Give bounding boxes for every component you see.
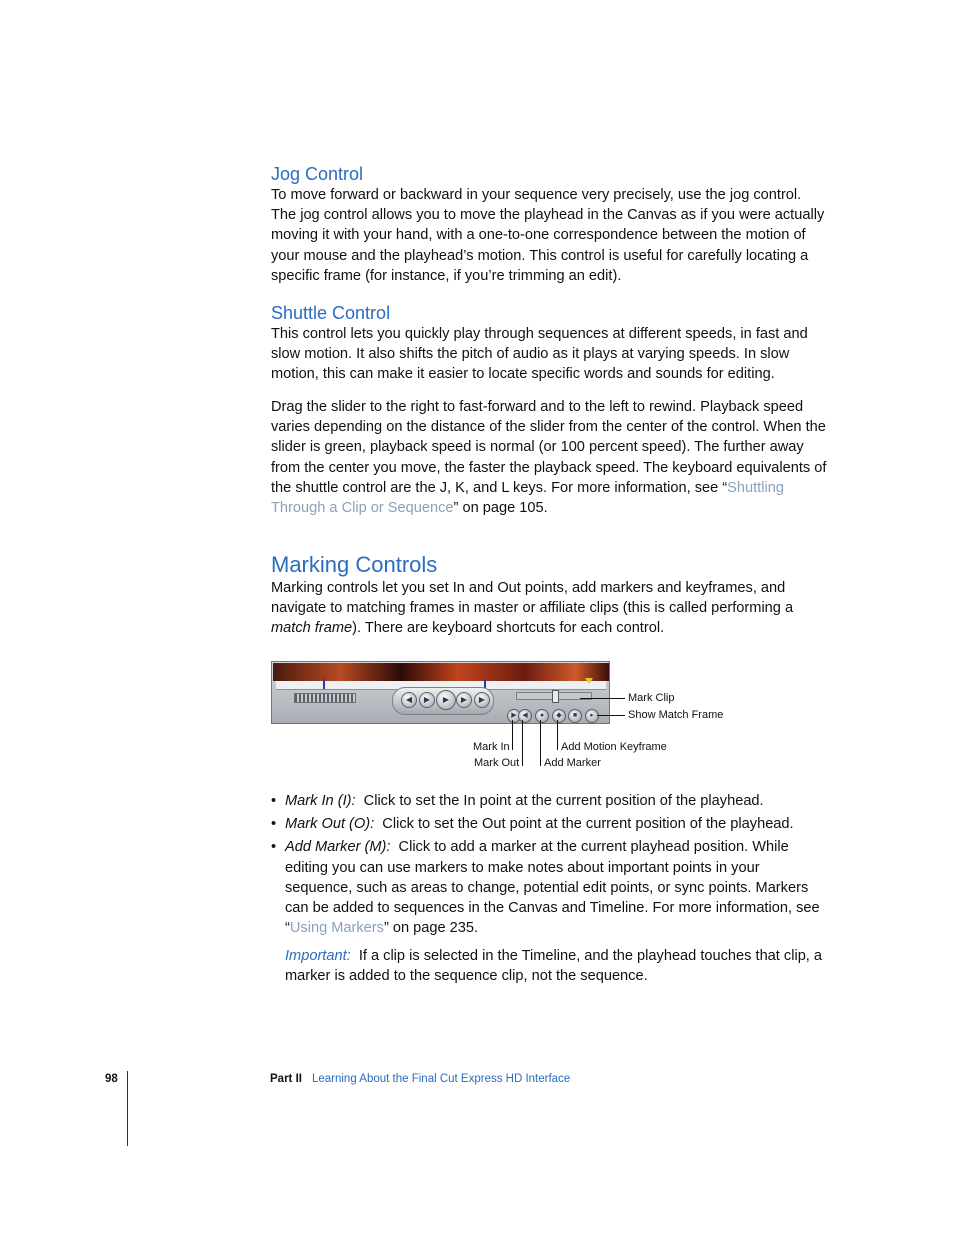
shuttle-body-text-end: ” on page 105. — [453, 500, 548, 517]
shuttle-slider-knob[interactable] — [552, 690, 559, 703]
playhead-icon[interactable] — [585, 678, 593, 684]
marking-controls-intro — [271, 578, 827, 639]
footer-part-info — [270, 1073, 570, 1085]
marking-controls-figure — [271, 661, 731, 776]
play-around-button[interactable]: ▶ — [456, 692, 472, 708]
marking-controls-heading: Marking Controls — [271, 552, 438, 577]
bullet-term: Mark Out (O): — [285, 816, 375, 833]
page-number: 98 — [105, 1073, 118, 1085]
canvas-controls-panel — [271, 661, 610, 724]
footer-part-title[interactable]: Learning About the Final Cut Express HD Interface — [311, 1073, 571, 1085]
bullet-text: Click to add a marker at the current playhead position. While editing you can use markers to make notes about important points in your sequence, such as areas to change, potential edit points, or sync points. Markers can be added to sequences in the Canvas and Timeline. For more information, see “ — [285, 839, 820, 937]
shuttle-control-body-1: This control lets you quickly play through sequences at different speeds, in fast and slow motion. It also shifts the pitch of audio as it plays at varying speeds. In slow motion, this can make it easier to locate specific words and sounds for editing. — [271, 326, 808, 383]
intro-text: Marking controls let you set In and Out points, add markers and keyframes, and navigate to matching frames in master or affiliate clips (this is called performing a — [271, 580, 794, 617]
jog-control-heading: Jog Control — [271, 164, 364, 184]
mark-out-leader — [522, 720, 523, 766]
mark-in-leader — [512, 720, 513, 750]
shuttling-link[interactable]: Shuttling Through a Clip or Sequence — [271, 479, 784, 517]
footer-divider — [127, 1071, 128, 1146]
mark-in-button[interactable]: ▶ — [507, 709, 521, 723]
important-label: Important: — [285, 948, 351, 964]
show-match-frame-leader — [597, 715, 625, 716]
shuttle-control-body-2 — [271, 397, 827, 518]
shuttle-body-text: Drag the slider to the right to fast-forward and to the left to rewind. Playback speed varies depending on the distance of the slider from the center of the control. When the slider is green, playback speed is normal (or 100 percent speed). The further away from the center you move, the faster the playback speed. The keyboard equivalents of the shuttle control are the J, K, and L keys. For more information, see “ — [271, 399, 827, 496]
add-motion-keyframe-leader — [557, 720, 558, 750]
important-note — [285, 946, 827, 986]
transport-controls — [392, 687, 494, 715]
list-item: • Mark In (I): Click to set the In point at the current position of the playhead. — [271, 793, 764, 809]
mark-in-label: Mark In — [473, 741, 510, 753]
add-marker-label: Add Marker — [544, 757, 601, 769]
marking-controls-list — [271, 791, 827, 941]
mark-clip-label: Mark Clip — [628, 692, 675, 704]
show-match-frame-label: Show Match Frame — [628, 709, 724, 721]
shuttle-control-heading: Shuttle Control — [271, 303, 391, 323]
in-point-marker — [323, 679, 325, 689]
important-text: If a clip is selected in the Timeline, and the playhead touches that clip, a marker is added to the sequence clip, not the sequence. — [285, 948, 823, 985]
play-button[interactable]: ▶ — [436, 690, 456, 710]
list-item: • Add Marker (M): Click to add a marker at the current playhead position. While editing you can use markers to make notes about important points in your sequence, such as areas to change, potential edit points, or sync points. Markers can be added to sequences in the Canvas and Timeline. For more information, see “Using Markers” on page 235. — [271, 839, 820, 937]
previous-edit-button[interactable]: ◀ — [401, 692, 417, 708]
mark-out-button[interactable]: ◀ — [518, 709, 532, 723]
footer-part-label: Part II — [270, 1073, 302, 1085]
bullet-text: Click to set the In point at the current position of the playhead. — [363, 793, 764, 809]
intro-text-end: ). There are keyboard shortcuts for each control. — [352, 620, 665, 637]
mark-out-label: Mark Out — [474, 757, 520, 769]
bullet-term: Add Marker (M): — [285, 839, 391, 856]
add-motion-keyframe-label: Add Motion Keyframe — [561, 741, 667, 753]
mark-clip-leader — [580, 698, 625, 699]
add-marker-button[interactable]: ● — [535, 709, 549, 723]
using-markers-link[interactable]: Using Markers — [289, 920, 384, 937]
show-match-frame-button[interactable]: ▸ — [585, 709, 599, 723]
bullet-text-end: ” on page 235. — [383, 920, 479, 937]
list-item: • Mark Out (O): Click to set the Out point at the current position of the playhead. — [271, 816, 794, 833]
jog-control[interactable] — [294, 693, 356, 703]
match-frame-term: match frame — [271, 620, 353, 637]
add-marker-leader — [540, 720, 541, 766]
play-in-to-out-button[interactable]: ▶ — [419, 692, 435, 708]
next-edit-button[interactable]: ▶ — [474, 692, 490, 708]
bullet-text: Click to set the Out point at the current position of the playhead. — [382, 816, 794, 833]
bullet-term: Mark In (I): — [285, 793, 356, 809]
mark-clip-button[interactable]: ■ — [568, 709, 582, 723]
add-motion-keyframe-button[interactable]: ◆ — [552, 709, 566, 723]
jog-control-body: To move forward or backward in your sequence very precisely, use the jog control. The jog control allows you to move the playhead in the Canvas as if you were actually moving it with your hand, with a one-to-one correspondence between the motion of your mouse and the playhead’s motion. This control is useful for carefully locating a specific frame (for instance, if you’re trimming an edit). — [271, 187, 825, 284]
